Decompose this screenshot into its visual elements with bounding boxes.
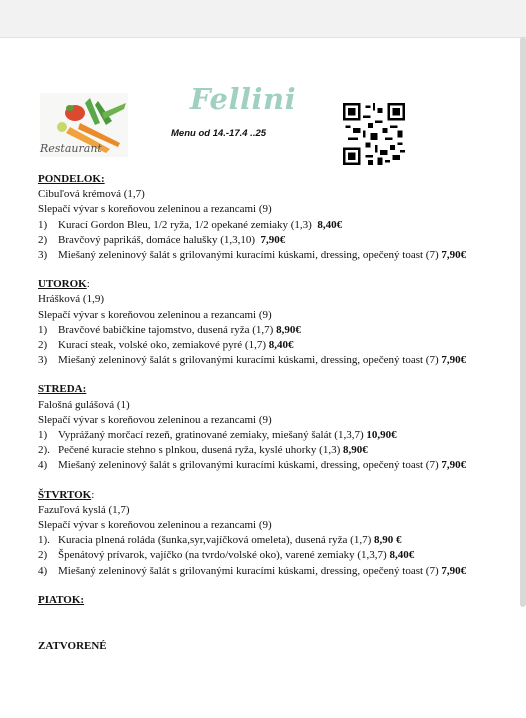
item-price: 8,40€ [268,339,294,352]
item-text: Miešaný zeleninový šalát s grilovanými kuracími kúskami, dressing, opečený toast (7) [58,459,439,472]
menu-item [38,443,508,458]
item-number: 2). [38,444,50,457]
menu-item [38,248,508,263]
item-number: 1) [38,429,48,442]
day-heading: UTOROK: [38,278,90,291]
item-text: Miešaný zeleninový šalát s grilovanými kuracími kúskami, dressing, opečený toast (7) [58,249,439,262]
day-heading: STREDA: [38,383,87,396]
menu-item [38,233,508,248]
day-section-friday [38,593,508,608]
day-heading: ŠTVRTOK: [38,488,95,501]
item-text: Kurací steak, volské oko, zemiakové pyré (1,7) [58,339,267,352]
item-text: Bravčový paprikáš, domáce halušky (1,3,10) [58,233,256,246]
item-number: 1) [38,218,48,231]
item-text: Miešaný zeleninový šalát s grilovanými kuracími kúskami, dressing, opečený toast (7) [58,564,439,577]
item-number: 4) [38,459,48,472]
menu-item [38,533,508,548]
closed-label: ZATVORENÉ [38,640,107,652]
restaurant-name: Fellini [190,82,297,116]
soup-line: Fazuľová kyslá (1,7) [38,503,130,516]
menu-item [38,564,508,579]
day-section-thursday [38,488,508,579]
day-section-monday [38,172,508,263]
day-section-tuesday [38,277,508,368]
menu-item [38,353,508,368]
item-text: Kuracia plnená roláda (šunka,syr,vajíčková omeleta), dusená ryža (1,7) [58,534,372,547]
item-text: Bravčové babičkine tajomstvo, dusená ryža (1,7) [58,323,274,336]
day-heading: PONDELOK: [38,173,105,185]
soup-line: Slepačí vývar s koreňovou zeleninou a rezancami (9) [38,519,272,532]
soup-line: Slepačí vývar s koreňovou zeleninou a rezancami (9) [38,413,272,426]
item-price: 7,90€ [441,459,467,472]
weekly-menu [38,172,508,608]
item-number: 1). [38,534,50,547]
item-text: Kurací Gordon Bleu, 1/2 ryža, 1/2 opekané zemiaky (1,3) [58,218,312,231]
item-price: 8,40€ [317,218,343,231]
item-text: Vyprážaný morčací rezeň, gratinované zemiaky, miešaný šalát (1,3,7) [58,429,364,442]
soup-line: Cibuľová krémová (1,7) [38,188,145,201]
item-price: 7,90€ [441,249,467,262]
item-number: 3) [38,249,48,262]
item-price: 8,90 € [373,534,402,547]
soup-line: Hrášková (1,9) [38,293,104,306]
item-price: 7,90€ [260,233,286,246]
menu-item [38,458,508,473]
logo-text: Restaurant [40,142,102,155]
qr-code-image [343,103,405,165]
item-price: 7,90€ [441,354,467,367]
item-number: 2) [38,339,48,352]
item-price: 8,90€ [343,444,368,457]
menu-item [38,548,508,563]
menu-item [38,323,508,338]
item-number: 3) [38,354,48,367]
item-price: 8,40€ [389,549,415,562]
item-text: Špenátový prívarok, vajíčko (na tvrdo/volské oko), varené zemiaky (1,3,7) [58,549,387,562]
item-number: 4) [38,564,48,577]
item-price: 8,90€ [276,323,301,336]
item-text: Miešaný zeleninový šalát s grilovanými kuracími kúskami, dressing, opečený toast (7) [58,354,439,367]
item-text: Pečené kuracie stehno s plnkou, dusená ryža, kyslé uhorky (1,3) [58,444,341,457]
soup-line: Slepačí vývar s koreňovou zeleninou a rezancami (9) [38,203,272,216]
soup-line: Falošná gulášová (1) [38,398,130,411]
day-heading: PIATOK: [38,593,85,606]
item-price: 7,90€ [441,564,467,577]
menu-item [38,338,508,353]
scrollbar[interactable] [520,37,526,607]
item-price: 10,90€ [366,429,397,442]
menu-dates: Menu od 14.-17.4 ..25 [171,128,267,139]
item-number: 2) [38,549,48,562]
item-number: 1) [38,323,48,336]
soup-line: Slepačí vývar s koreňovou zeleninou a rezancami (9) [38,308,272,321]
menu-item [38,218,508,233]
browser-top-bar [0,0,526,38]
day-section-wednesday [38,382,508,473]
item-number: 2) [38,233,48,246]
menu-item [38,428,508,443]
